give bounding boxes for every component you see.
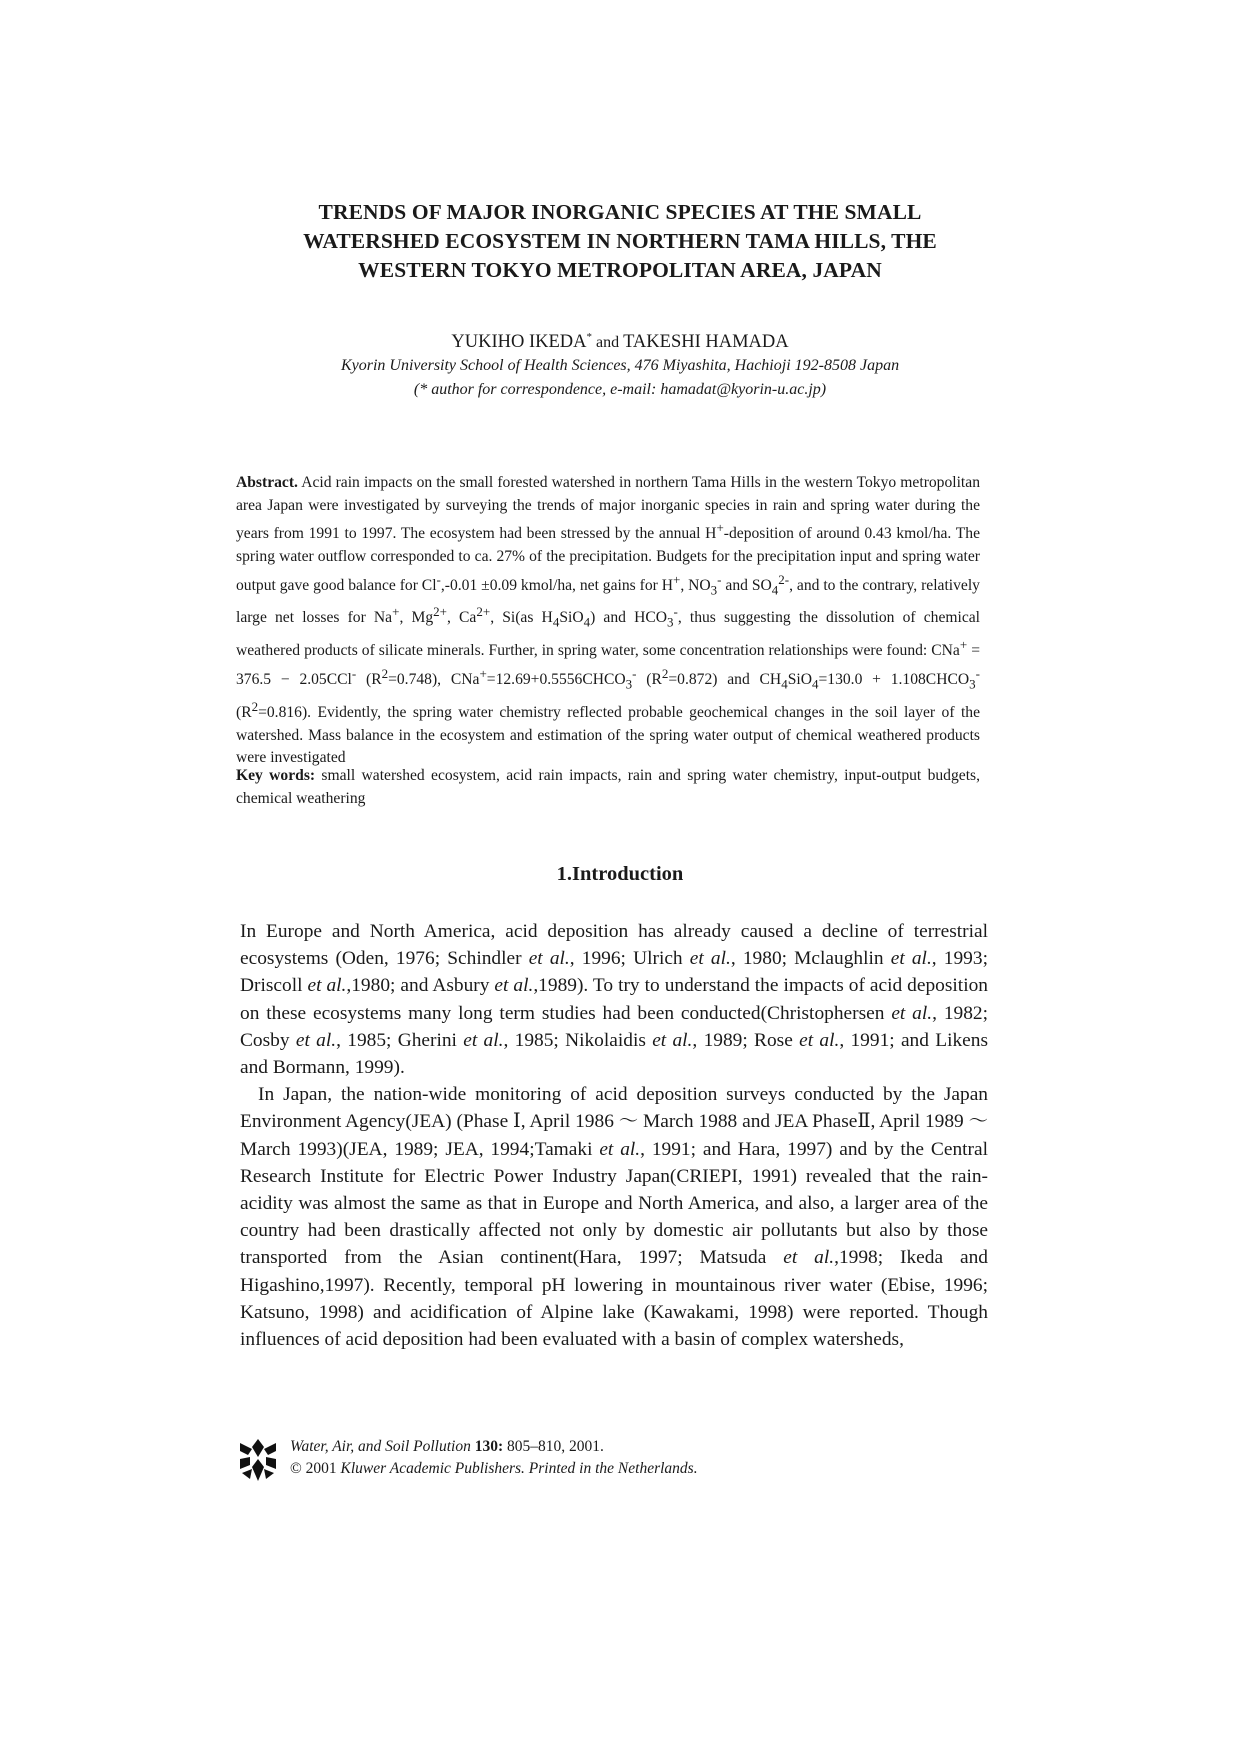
abstract-text: -deposition of around 0.43 kmol/ha. The spring water outflow corresponded to ca. 27% of the precipitation. Budgets for the precipitation input and spring water output gave good balance for Cl xyxy=(236,525,980,594)
abstract-text: =0.816). Evidently, the spring water chemistry reflected probable geochemical changes in the soil layer of the watershed. Mass balance in the ecosystem and estimation of the spring water output of chemical weathered products were investigated xyxy=(236,704,980,767)
abstract-text: (R xyxy=(636,671,662,689)
superscript: 2 xyxy=(381,666,389,682)
section-heading: 1.Introduction xyxy=(556,863,684,885)
author-name: TAKESHI HAMADA xyxy=(623,332,789,353)
superscript: - xyxy=(717,571,722,587)
et-al: et al. xyxy=(783,1247,835,1269)
superscript: + xyxy=(959,637,968,653)
abstract-text: =0.872) and CH xyxy=(668,671,782,689)
et-al: et al. xyxy=(528,948,570,970)
abstract-text: ,-0.01 ±0.09 kmol/ha, net gains for H xyxy=(440,576,673,594)
paragraph-text: ,1989). To try to understand the impacts of acid deposition on these ecosystems many long term studies had been conducted(Christophersen xyxy=(240,975,988,1024)
paragraph-text: In Japan, the nation-wide monitoring of acid deposition surveys conducted by the Japan Environment Agency(JEA) (Phase Ⅰ, April 1986 ～ March 1988 and JEA PhaseⅡ, April 1989 ～ March 1993)(JEA, 1989; JEA, 1994;Tamaki xyxy=(240,1084,988,1160)
page-footer xyxy=(238,1435,838,1485)
copyright-year: © 2001 xyxy=(290,1460,341,1477)
paragraph xyxy=(240,1081,988,1353)
superscript: + xyxy=(392,604,400,620)
et-al: et al. xyxy=(307,975,347,997)
abstract-text: , and to the contrary, relatively large net losses for Na xyxy=(236,576,980,627)
correspondence-note: (* author for correspondence, e-mail: hamadat@kyorin-u.ac.jp) xyxy=(413,381,827,398)
publisher: Kluwer Academic Publishers. Printed in the Netherlands. xyxy=(340,1460,698,1477)
abstract-text: =0.748), CNa xyxy=(388,671,480,689)
paragraph-text: ,1998; Ikeda and Higashino,1997). Recently, temporal pH lowering in mountainous river water (Ebise, 1996; Katsuno, 1998) and acidification of Alpine lake (Kawakami, 1998) were reported. Though influences of acid deposition had been evaluated with a basin of complex watersheds, xyxy=(240,1247,988,1351)
superscript: 2 xyxy=(661,666,669,682)
copyright-line xyxy=(290,1459,698,1479)
title-line: TRENDS OF MAJOR INORGANIC SPECIES AT THE SMALL xyxy=(318,200,922,224)
keywords-text: small watershed ecosystem, acid rain impacts, rain and spring water chemistry, input-output budgets, chemical weathering xyxy=(236,767,980,807)
et-al: et al. xyxy=(295,1029,337,1051)
subscript: 4 xyxy=(781,676,788,692)
kluwer-logo-icon xyxy=(238,1437,278,1483)
et-al: et al. xyxy=(689,948,731,970)
paragraph-text: , 1996; Ulrich xyxy=(569,948,690,970)
abstract-text: , Mg xyxy=(399,609,434,627)
authors-line xyxy=(240,325,1000,355)
abstract-text: = 376.5 − 2.05CCl xyxy=(236,642,980,689)
subscript: 3 xyxy=(625,676,633,692)
introduction-body xyxy=(240,918,988,1353)
subscript: 4 xyxy=(811,676,819,692)
superscript: 2 xyxy=(251,699,259,715)
superscript: - xyxy=(975,666,980,682)
et-al: et al. xyxy=(463,1029,504,1051)
abstract-text: (R xyxy=(356,671,382,689)
author-conjunction: and xyxy=(592,334,624,352)
et-al: et al. xyxy=(890,948,932,970)
correspondence-mark: * xyxy=(586,331,592,343)
paragraph-text: , 1982; Cosby xyxy=(240,1002,988,1051)
abstract-text: , Si(as H xyxy=(490,609,553,627)
keywords-label: Key words: xyxy=(236,767,316,784)
paper-title xyxy=(240,198,1000,285)
affiliation: Kyorin University School of Health Sciences, 476 Miyashita, Hachioji 192-8508 Japan xyxy=(340,357,900,374)
et-al: et al. xyxy=(494,975,534,997)
abstract-text: Acid rain impacts on the small forested watershed in northern Tama Hills in the western Tokyo metropolitan area Japan were investigated by surveying the trends of major inorganic species in rain and spring water during the years from 1991 to 1997. The ecosystem had been stressed by the annual H xyxy=(236,474,980,543)
title-line: WESTERN TOKYO METROPOLITAN AREA, JAPAN xyxy=(358,258,882,282)
subscript: 3 xyxy=(969,676,976,692)
abstract-text: =12.69+0.5556CHCO xyxy=(486,671,626,689)
superscript: 2+ xyxy=(476,604,491,620)
subscript: 3 xyxy=(667,614,674,630)
subscript: 3 xyxy=(710,581,718,597)
abstract-text: , thus suggesting the dissolution of chemical weathered products of silicate minerals. Further, in spring water, some concentration relationships were found: CNa xyxy=(236,609,981,660)
abstract-text: (R xyxy=(236,704,252,722)
title-line: WATERSHED ECOSYSTEM IN NORTHERN TAMA HILLS, THE xyxy=(303,229,937,253)
et-al: et al. xyxy=(599,1138,641,1160)
paragraph-text: , 1985; Nikolaidis xyxy=(503,1029,653,1051)
paragraph-text: , 1985; Gherini xyxy=(336,1029,464,1051)
journal-pages: 805–810, 2001. xyxy=(503,1438,604,1455)
affiliation-block xyxy=(240,354,1000,402)
paragraph-text: , 1989; Rose xyxy=(692,1029,800,1051)
superscript: + xyxy=(716,520,724,536)
superscript: 2+ xyxy=(433,604,447,620)
superscript: 2- xyxy=(778,571,790,587)
paragraph-text: In Europe and North America, acid deposition has already caused a decline of terrestrial ecosystems (Oden, 1976; Schindler xyxy=(240,921,988,970)
abstract-text: SiO xyxy=(559,609,584,627)
et-al: et al. xyxy=(799,1029,840,1051)
superscript: - xyxy=(632,666,637,682)
abstract-text: and SO xyxy=(721,576,772,594)
abstract-text: ) and HCO xyxy=(590,609,667,627)
superscript: + xyxy=(479,666,487,682)
subscript: 4 xyxy=(771,581,779,597)
paragraph-text: , 1991; and Likens and Bormann, 1999). xyxy=(240,1029,989,1079)
keywords xyxy=(236,765,980,810)
abstract-text: SiO xyxy=(787,671,812,689)
paragraph-text: , 1991; and Hara, 1997) and by the Central Research Institute for Electric Power Industry Japan(CRIEPI, 1991) revealed that the rain-acidity was almost the same as that in Europe and North America, and also, a larger area of the country had been drastically affected not only by domestic air pollutants but also by those transported from the Asian continent(Hara, 1997; Matsuda xyxy=(240,1138,988,1269)
abstract-text: =130.0 + 1.108CHCO xyxy=(818,671,970,689)
abstract-text: , Ca xyxy=(446,609,477,627)
paragraph-text: , 1993; Driscoll xyxy=(240,948,988,997)
superscript: - xyxy=(351,666,357,682)
subscript: 4 xyxy=(583,614,591,630)
abstract-text: , NO xyxy=(680,576,711,594)
abstract xyxy=(236,472,980,770)
superscript: + xyxy=(672,571,681,587)
citation-line xyxy=(290,1437,604,1457)
author-name: YUKIHO IKEDA xyxy=(451,332,587,353)
subscript: 4 xyxy=(552,614,560,630)
et-al: et al. xyxy=(891,1002,933,1024)
journal-volume: 130: xyxy=(470,1438,504,1455)
et-al: et al. xyxy=(652,1029,693,1051)
journal-name: Water, Air, and Soil Pollution xyxy=(290,1438,471,1455)
superscript: - xyxy=(673,604,678,620)
paragraph-text: , 1980; Mclaughlin xyxy=(730,948,891,970)
paragraph xyxy=(240,918,988,1081)
abstract-label: Abstract. xyxy=(236,474,298,491)
paragraph-text: ,1980; and Asbury xyxy=(346,975,495,997)
superscript: - xyxy=(436,571,441,587)
